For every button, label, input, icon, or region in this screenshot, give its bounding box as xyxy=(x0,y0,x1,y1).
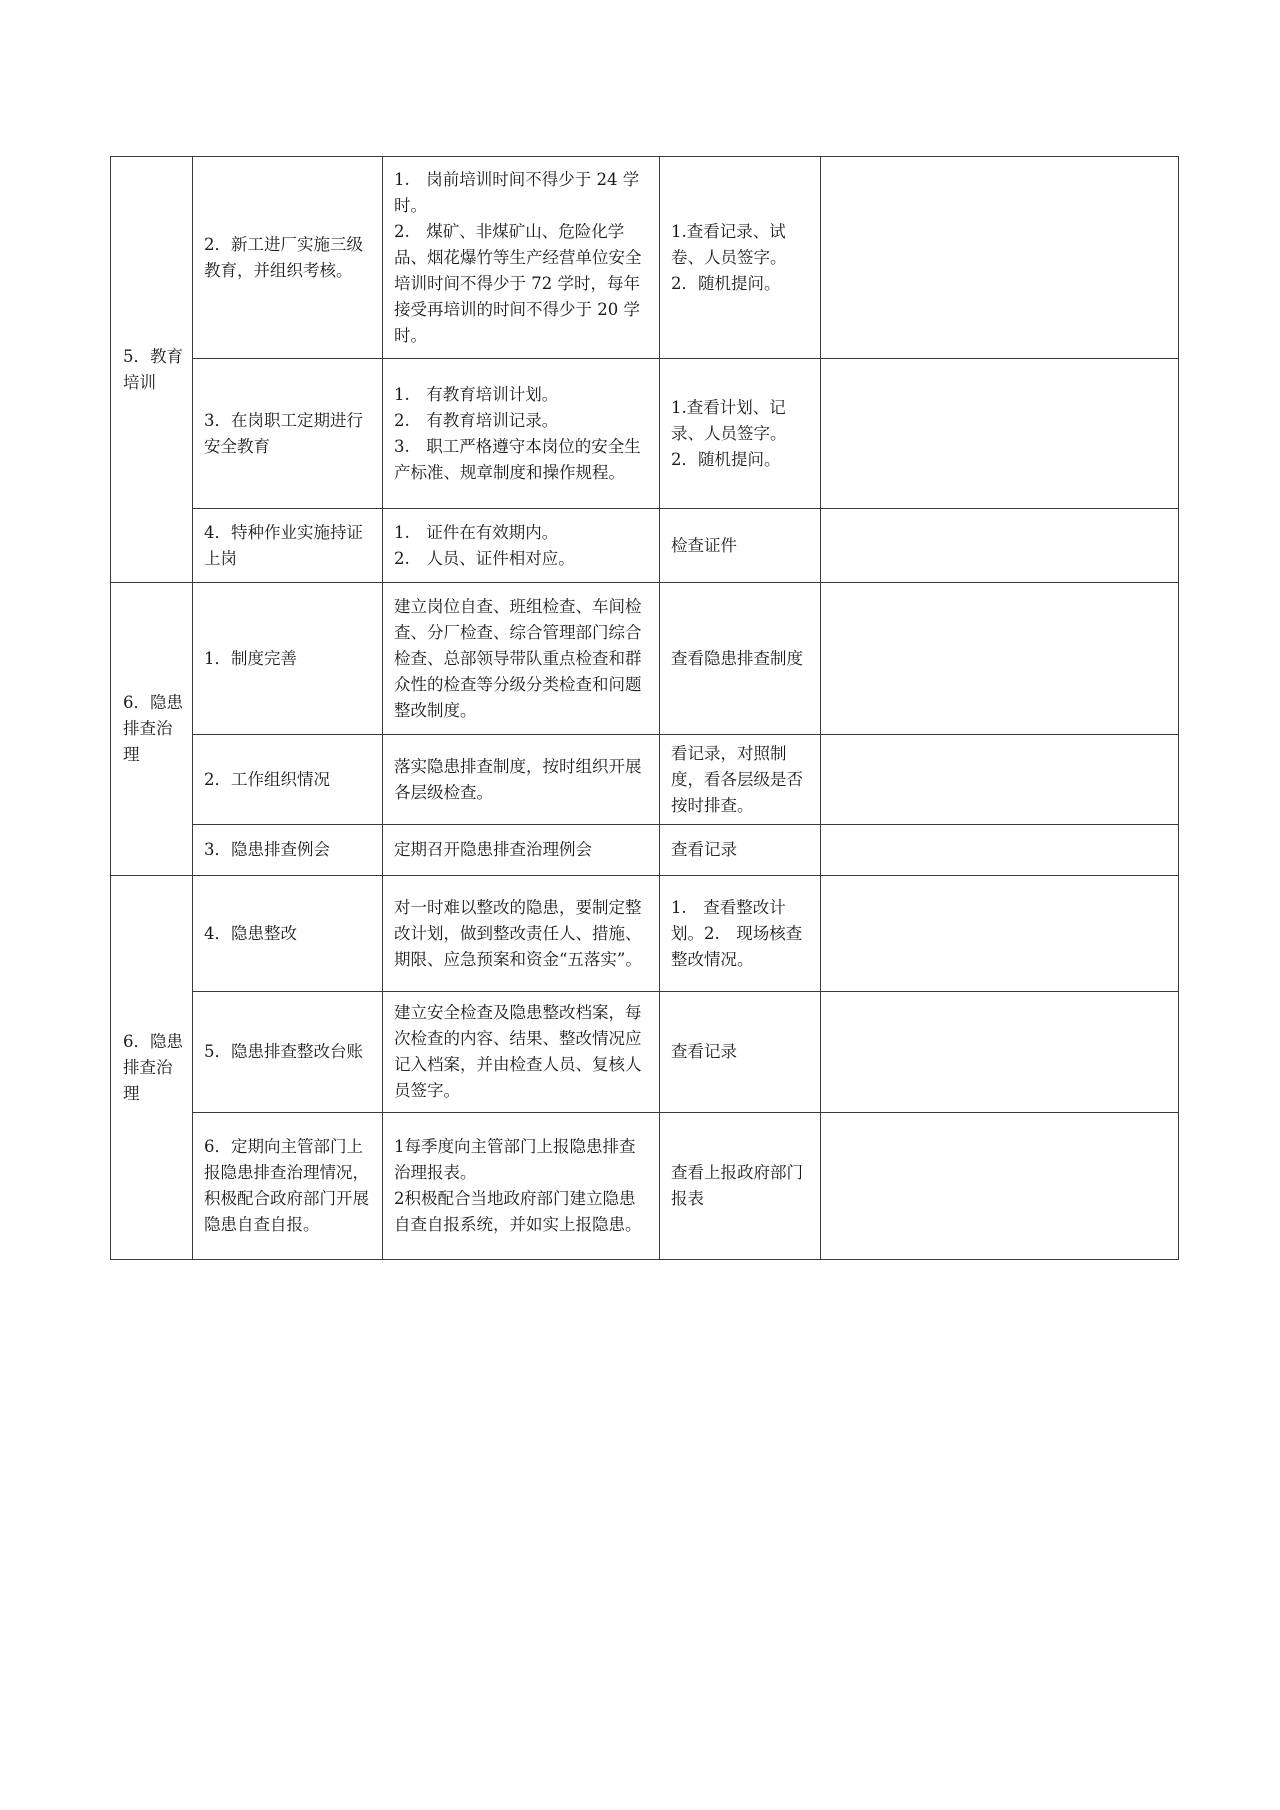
item-label: 4．特种作业实施持证上岗 xyxy=(204,522,363,568)
standard-line: 2. 人员、证件相对应。 xyxy=(394,548,575,568)
item-cell xyxy=(193,583,383,735)
category-cell xyxy=(111,876,193,1260)
table-row xyxy=(111,992,1179,1113)
method-label: 查看隐患排查制度 xyxy=(671,648,803,668)
table-row xyxy=(111,359,1179,509)
score-cell xyxy=(821,157,1179,359)
standard-line: 2. 有教育培训记录。 xyxy=(394,410,559,430)
category-cell xyxy=(111,157,193,583)
item-label: 3．在岗职工定期进行安全教育 xyxy=(204,410,363,456)
item-label: 2．新工进厂实施三级教育，并组织考核。 xyxy=(204,234,363,280)
standard-cell xyxy=(383,992,660,1113)
table-row xyxy=(111,509,1179,583)
method-label: 1. 查看整改计划。2. 现场核查整改情况。 xyxy=(671,897,803,969)
method-label: 检查证件 xyxy=(671,535,737,555)
standard-line: 落实隐患排查制度，按时组织开展各层级检查。 xyxy=(394,756,642,802)
method-cell xyxy=(660,992,821,1113)
method-cell xyxy=(660,509,821,583)
method-cell xyxy=(660,359,821,509)
table-row xyxy=(111,583,1179,735)
standard-line: 1. 证件在有效期内。 xyxy=(394,522,559,542)
item-cell xyxy=(193,1113,383,1260)
score-cell xyxy=(821,735,1179,825)
score-cell xyxy=(821,509,1179,583)
item-cell xyxy=(193,876,383,992)
standard-line: 2积极配合当地政府部门建立隐患自查自报系统，并如实上报隐患。 xyxy=(394,1189,642,1234)
item-label: 5．隐患排查整改台账 xyxy=(204,1042,363,1061)
category-cell xyxy=(111,583,193,876)
score-cell xyxy=(821,1113,1179,1260)
item-label: 3．隐患排查例会 xyxy=(204,840,330,859)
method-label: 1.查看计划、记录、人员签字。2．随机提问。 xyxy=(671,397,787,469)
inspection-table xyxy=(110,156,1179,1260)
item-cell xyxy=(193,509,383,583)
item-label: 1．制度完善 xyxy=(204,648,297,668)
standard-line: 对一时难以整改的隐患，要制定整改计划，做到整改责任人、措施、期限、应急预案和资金“五落实”。 xyxy=(394,897,642,969)
standard-line: 1每季度向主管部门上报隐患排查治理报表。 xyxy=(394,1137,636,1182)
item-cell xyxy=(193,992,383,1113)
item-label: 4．隐患整改 xyxy=(204,923,297,943)
score-cell xyxy=(821,583,1179,735)
method-label: 1.查看记录、试卷、人员签字。2．随机提问。 xyxy=(671,221,787,293)
score-cell xyxy=(821,825,1179,876)
category-label: 6．隐患排查治理 xyxy=(123,693,183,764)
standard-line: 建立安全检查及隐患整改档案，每次检查的内容、结果、整改情况应记入档案，并由检查人员、复核人员签字。 xyxy=(394,1003,642,1100)
item-cell xyxy=(193,735,383,825)
score-cell xyxy=(821,992,1179,1113)
table-row xyxy=(111,876,1179,992)
method-label: 查看记录 xyxy=(671,840,737,859)
item-cell xyxy=(193,359,383,509)
method-cell xyxy=(660,1113,821,1260)
standard-cell xyxy=(383,1113,660,1260)
standard-cell xyxy=(383,876,660,992)
standard-cell xyxy=(383,735,660,825)
standard-line: 3. 职工严格遵守本岗位的安全生产标准、规章制度和操作规程。 xyxy=(394,436,641,482)
item-cell xyxy=(193,825,383,876)
method-cell xyxy=(660,157,821,359)
item-label: 6．定期向主管部门上报隐患排查治理情况，积极配合政府部门开展隐患自查自报。 xyxy=(204,1137,369,1234)
item-label: 2．工作组织情况 xyxy=(204,769,330,789)
table-row xyxy=(111,157,1179,359)
table-row xyxy=(111,735,1179,825)
category-label: 5．教育培训 xyxy=(123,346,183,392)
score-cell xyxy=(821,876,1179,992)
standard-line: 1. 岗前培训时间不得少于 24 学时。 xyxy=(394,169,640,215)
method-cell xyxy=(660,735,821,825)
score-cell xyxy=(821,359,1179,509)
method-cell xyxy=(660,876,821,992)
item-cell xyxy=(193,157,383,359)
table-row xyxy=(111,1113,1179,1260)
standard-line: 1. 有教育培训计划。 xyxy=(394,384,559,404)
standard-cell xyxy=(383,157,660,359)
standard-line: 2. 煤矿、非煤矿山、危险化学品、烟花爆竹等生产经营单位安全培训时间不得少于 72 学时，每年接受再培训的时间不得少于 20 学时。 xyxy=(394,221,642,345)
method-cell xyxy=(660,583,821,735)
standard-line: 定期召开隐患排查治理例会 xyxy=(394,840,592,859)
standard-cell xyxy=(383,583,660,735)
method-cell xyxy=(660,825,821,876)
standard-cell xyxy=(383,509,660,583)
method-label: 查看记录 xyxy=(671,1042,737,1061)
standard-line: 建立岗位自查、班组检查、车间检查、分厂检查、综合管理部门综合检查、总部领导带队重点检查和群众性的检查等分级分类检查和问题整改制度。 xyxy=(394,596,642,720)
category-label: 6．隐患排查治理 xyxy=(123,1031,183,1103)
table-row xyxy=(111,825,1179,876)
standard-cell xyxy=(383,825,660,876)
method-label: 查看上报政府部门报表 xyxy=(671,1163,803,1208)
method-label: 看记录，对照制度，看各层级是否按时排查。 xyxy=(671,743,803,815)
standard-cell xyxy=(383,359,660,509)
